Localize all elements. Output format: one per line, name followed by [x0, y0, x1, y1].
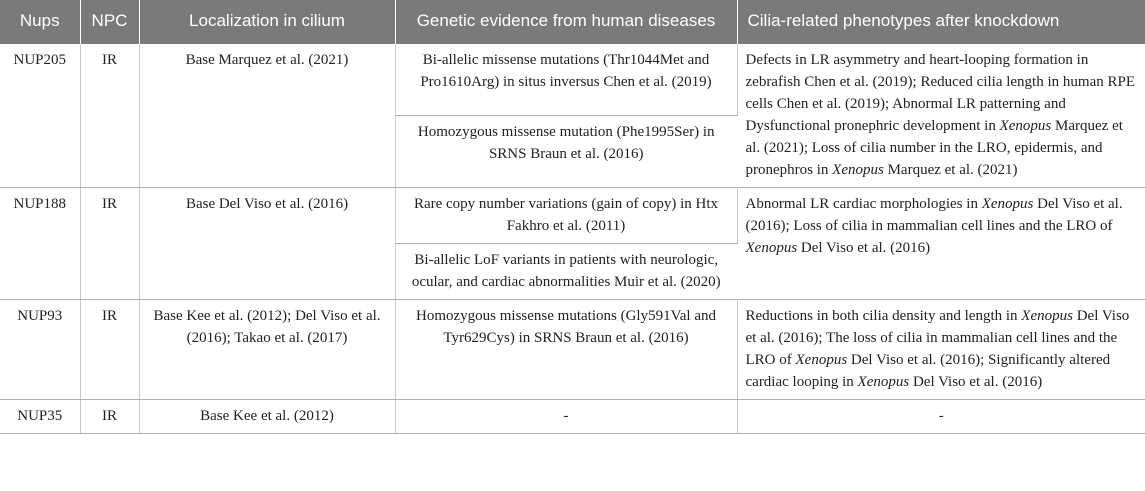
phenotype-text: Del Viso et al. (2016)	[909, 374, 1043, 390]
table-body	[0, 44, 1145, 434]
species-name: Xenopus	[832, 162, 884, 178]
phenotype-text: Del Viso et al. (2016); Loss of cilia in mammalian cell lines and the LRO of	[745, 196, 1123, 234]
cell-nup: NUP93	[0, 300, 80, 400]
table-row-nup93	[0, 300, 1145, 400]
species-name: Xenopus	[795, 352, 848, 368]
cell-phenotypes: -	[737, 400, 1145, 434]
phenotype-text: Defects in LR asymmetry and heart-looping formation in zebrafish Chen et al. (2019); Reduced cilia length in human RPE cells Chen et al. (2019); Abnormal LR patterning and Dysfunctional pronephric development in	[745, 52, 1135, 134]
cell-npc: IR	[80, 400, 139, 434]
species-name: Xenopus	[981, 196, 1034, 212]
cell-npc: IR	[80, 44, 139, 188]
cell-localization: Base Kee et al. (2012)	[139, 400, 395, 434]
species-name: Xenopus	[745, 240, 798, 256]
phenotype-text: Abnormal LR cardiac morphologies in	[745, 196, 982, 212]
cell-genetic-evidence: Homozygous missense mutations (Gly591Val and Tyr629Cys) in SRNS Braun et al. (2016)	[395, 300, 737, 400]
cell-localization: Base Kee et al. (2012); Del Viso et al. (2016); Takao et al. (2017)	[139, 300, 395, 400]
phenotype-text: Del Viso et al. (2016); The loss of cilia in mammalian cell lines and the LRO of	[745, 308, 1130, 368]
species-name: Xenopus	[857, 374, 910, 390]
species-name: Xenopus	[999, 118, 1052, 134]
cell-genetic-evidence: Homozygous missense mutation (Phe1995Ser) in SRNS Braun et al. (2016)	[395, 115, 737, 187]
phenotype-text: Del Viso et al. (2016); Significantly altered cardiac looping in	[745, 352, 1111, 390]
cell-nup: NUP35	[0, 400, 80, 434]
table-row-nup35	[0, 400, 1145, 434]
phenotype-text: Marquez et al. (2021); Loss of cilia number in the LRO, epidermis, and pronephros in	[745, 118, 1123, 178]
phenotype-text: Del Viso et al. (2016)	[797, 240, 931, 256]
header-nups: Nups	[0, 0, 80, 44]
header-row	[0, 0, 1145, 44]
cell-phenotypes	[737, 44, 1145, 188]
cell-npc: IR	[80, 188, 139, 300]
cell-phenotypes	[737, 300, 1145, 400]
cell-npc: IR	[80, 300, 139, 400]
cell-localization: Base Marquez et al. (2021)	[139, 44, 395, 188]
header-genetic-evidence: Genetic evidence from human diseases	[395, 0, 737, 44]
table-row-nup205	[0, 44, 1145, 115]
species-name: Xenopus	[1021, 308, 1073, 324]
cell-genetic-evidence: Rare copy number variations (gain of copy) in Htx Fakhro et al. (2011)	[395, 188, 737, 244]
phenotype-text: Reductions in both cilia density and length in	[745, 308, 1022, 324]
cell-phenotypes	[737, 188, 1145, 300]
table-row-nup188	[0, 188, 1145, 244]
header-phenotypes: Cilia-related phenotypes after knockdown	[737, 0, 1145, 44]
header-npc: NPC	[80, 0, 139, 44]
cell-nup: NUP188	[0, 188, 80, 300]
cell-nup: NUP205	[0, 44, 80, 188]
cell-genetic-evidence: -	[395, 400, 737, 434]
cell-genetic-evidence: Bi-allelic LoF variants in patients with neurologic, ocular, and cardiac abnormalities Muir et al. (2020)	[395, 244, 737, 300]
cell-localization: Base Del Viso et al. (2016)	[139, 188, 395, 300]
cell-genetic-evidence: Bi-allelic missense mutations (Thr1044Met and Pro1610Arg) in situs inversus Chen et al. (2019)	[395, 44, 737, 115]
phenotype-text: Marquez et al. (2021)	[883, 162, 1018, 178]
table-header	[0, 0, 1145, 44]
header-localization: Localization in cilium	[139, 0, 395, 44]
